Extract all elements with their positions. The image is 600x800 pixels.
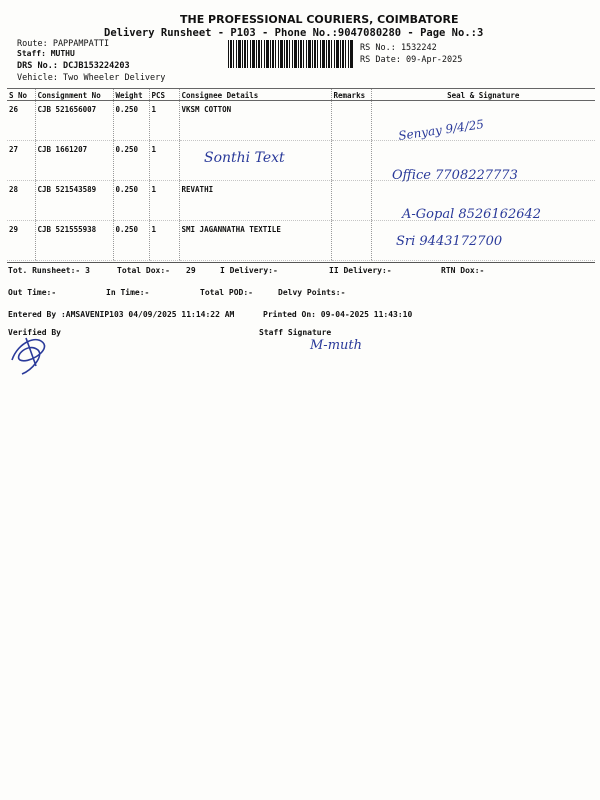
row-consignment: CJB 1661207 [35, 141, 113, 181]
i-delivery: I Delivery:- [220, 266, 278, 275]
total-dox-label: Total Dox:- [117, 266, 170, 275]
entered-by: Entered By :AMSAVENIP103 04/09/2025 11:14:22 AM [8, 310, 235, 319]
route-label: Route: PAPPAMPATTI [17, 39, 110, 49]
row-weight: 0.250 [113, 221, 149, 261]
row-remarks [331, 221, 371, 261]
col-weight: Weight [113, 89, 149, 101]
col-consignee: Consignee Details [179, 89, 331, 101]
in-time: In Time:- [106, 288, 150, 297]
row-consignment: CJB 521656007 [35, 101, 113, 141]
col-pcs: PCS [149, 89, 179, 101]
tot-runsheet: Tot. Runsheet:- 3 [8, 266, 90, 275]
handwritten-signature-row1: Senyay 9/4/25 [397, 117, 485, 143]
verified-signature-scribble [8, 330, 52, 376]
staff-label: Staff: MUTHU [17, 49, 75, 58]
col-remarks: Remarks [331, 89, 371, 101]
row-remarks [331, 181, 371, 221]
row-sno: 28 [7, 181, 35, 221]
row-weight: 0.250 [113, 181, 149, 221]
col-sno: S No [7, 89, 35, 101]
row-pcs: 1 [149, 141, 179, 181]
row-consignment: CJB 521543589 [35, 181, 113, 221]
row-sno: 27 [7, 141, 35, 181]
table-header-row [7, 89, 595, 101]
row-remarks [331, 141, 371, 181]
ii-delivery: II Delivery:- [329, 266, 392, 275]
row-consignment: CJB 521555938 [35, 221, 113, 261]
col-consignment: Consignment No [35, 89, 113, 101]
row-consignee: SMI JAGANNATHA TEXTILE [179, 221, 331, 261]
row-pcs: 1 [149, 221, 179, 261]
row-pcs: 1 [149, 181, 179, 221]
handwritten-consignee-row2: Sonthi Text [204, 150, 285, 166]
total-pod: Total POD:- [200, 288, 253, 297]
runsheet-title: Delivery Runsheet - P103 - Phone No.:9047080280 - Page No.:3 [104, 27, 484, 39]
rtn-dox: RTN Dox:- [441, 266, 485, 275]
row-weight: 0.250 [113, 141, 149, 181]
row-pcs: 1 [149, 101, 179, 141]
company-name: THE PROFESSIONAL COURIERS, COIMBATORE [180, 13, 459, 26]
rs-number: RS No.: 1532242 [360, 43, 437, 53]
staff-signature-handwriting: M-muth [310, 338, 362, 353]
table-row [7, 101, 595, 141]
out-time: Out Time:- [8, 288, 57, 297]
barcode-image [228, 40, 354, 68]
staff-signature-label: Staff Signature [259, 328, 332, 337]
row-consignee: VKSM COTTON [179, 101, 331, 141]
table-row [7, 221, 595, 261]
handwritten-phone-row4b: Sri 9443172700 [396, 234, 503, 249]
row-weight: 0.250 [113, 101, 149, 141]
printed-on: Printed On: 09-04-2025 11:43:10 [263, 310, 413, 319]
verified-by-label: Verified By [8, 328, 61, 337]
rs-date: RS Date: 09-Apr-2025 [360, 55, 463, 65]
row-remarks [331, 101, 371, 141]
row-sno: 26 [7, 101, 35, 141]
drs-number: DRS No.: DCJB153224203 [17, 61, 130, 71]
total-dox-value: 29 [186, 266, 196, 275]
row-consignee: REVATHI [179, 181, 331, 221]
vehicle-label: Vehicle: Two Wheeler Delivery [17, 73, 166, 83]
row-sno: 29 [7, 221, 35, 261]
delvy-points: Delvy Points:- [278, 288, 346, 297]
col-seal-signature: Seal & Signature [371, 89, 595, 101]
handwritten-phone-row4a: A-Gopal 8526162642 [402, 207, 542, 222]
handwritten-phone-row3: Office 7708227773 [392, 168, 518, 183]
